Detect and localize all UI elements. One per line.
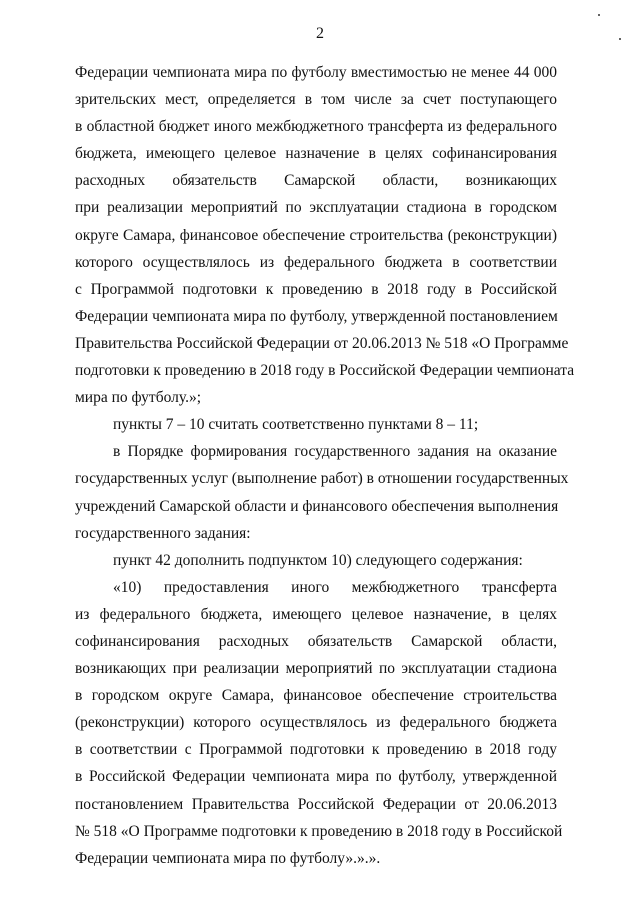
text-line: в областной бюджет иного межбюджетного трансферта из федерального	[75, 118, 557, 136]
text-line: государственного задания:	[75, 524, 251, 542]
text-line: с Программой подготовки к проведению в 2018 году в Российской	[75, 280, 557, 298]
text-line: мира по футболу.»;	[75, 389, 202, 407]
paragraph	[75, 574, 563, 872]
text-line: в Порядке формирования государственного задания на оказание	[113, 443, 557, 461]
scan-speck	[619, 38, 621, 40]
text-line: из федерального бюджета, имеющего целевое назначение, в целях	[75, 605, 557, 623]
text-line: (реконструкции) которого осуществлялось из федерального бюджета	[75, 714, 557, 732]
text-line: расходных обязательств Самарской области, возникающих	[75, 172, 557, 190]
text-line: при реализации мероприятий по эксплуатации стадиона в городском	[75, 199, 557, 217]
text-line: пункты 7 – 10 считать соответственно пунктами 8 – 11;	[113, 416, 479, 434]
text-line: государственных услуг (выполнение работ) в отношении государственных	[75, 470, 569, 488]
text-line: в Российской Федерации чемпионата мира по футболу, утвержденной	[75, 768, 557, 786]
text-line: Правительства Российской Федерации от 20.06.2013 № 518 «О Программе	[75, 334, 569, 352]
text-line: в соответствии с Программой подготовки к проведению в 2018 году	[75, 741, 557, 759]
text-line: Федерации чемпионата мира по футболу вместимостью не менее 44 000	[75, 64, 557, 81]
text-line: в городском округе Самара, финансовое обеспечение строительства	[75, 687, 557, 705]
text-line: округе Самара, финансовое обеспечение строительства (реконструкции)	[75, 226, 557, 244]
text-line: подготовки к проведению в 2018 году в Российской Федерации чемпионата	[75, 362, 575, 380]
scan-speck	[598, 14, 600, 16]
document-body	[75, 59, 575, 872]
text-line: софинансирования расходных обязательств Самарской области,	[75, 632, 557, 650]
text-line: которого осуществлялось из федерального бюджета в соответствии	[75, 253, 557, 271]
page-number: 2	[316, 25, 324, 42]
text-line: Федерации чемпионата мира по футболу».».».	[75, 849, 381, 867]
paragraph	[75, 59, 575, 411]
text-line: «10) предоставления иного межбюджетного трансферта	[113, 578, 557, 596]
text-line: возникающих при реализации мероприятий по эксплуатации стадиона	[75, 660, 557, 678]
paragraph	[75, 547, 557, 574]
text-line: зрительских мест, определяется в том числе за счет поступающего	[75, 91, 557, 109]
paragraph	[75, 438, 569, 546]
text-line: постановлением Правительства Российской Федерации от 20.06.2013	[75, 795, 557, 813]
text-line: бюджета, имеющего целевое назначение в целях софинансирования	[75, 145, 557, 163]
paragraph	[75, 411, 557, 438]
text-line: № 518 «О Программе подготовки к проведению в 2018 году в Российской	[75, 822, 563, 840]
text-line: пункт 42 дополнить подпунктом 10) следующего содержания:	[113, 551, 523, 569]
text-line: Федерации чемпионата мира по футболу, утвержденной постановлением	[75, 307, 558, 325]
text-line: учреждений Самарской области и финансового обеспечения выполнения	[75, 497, 559, 515]
